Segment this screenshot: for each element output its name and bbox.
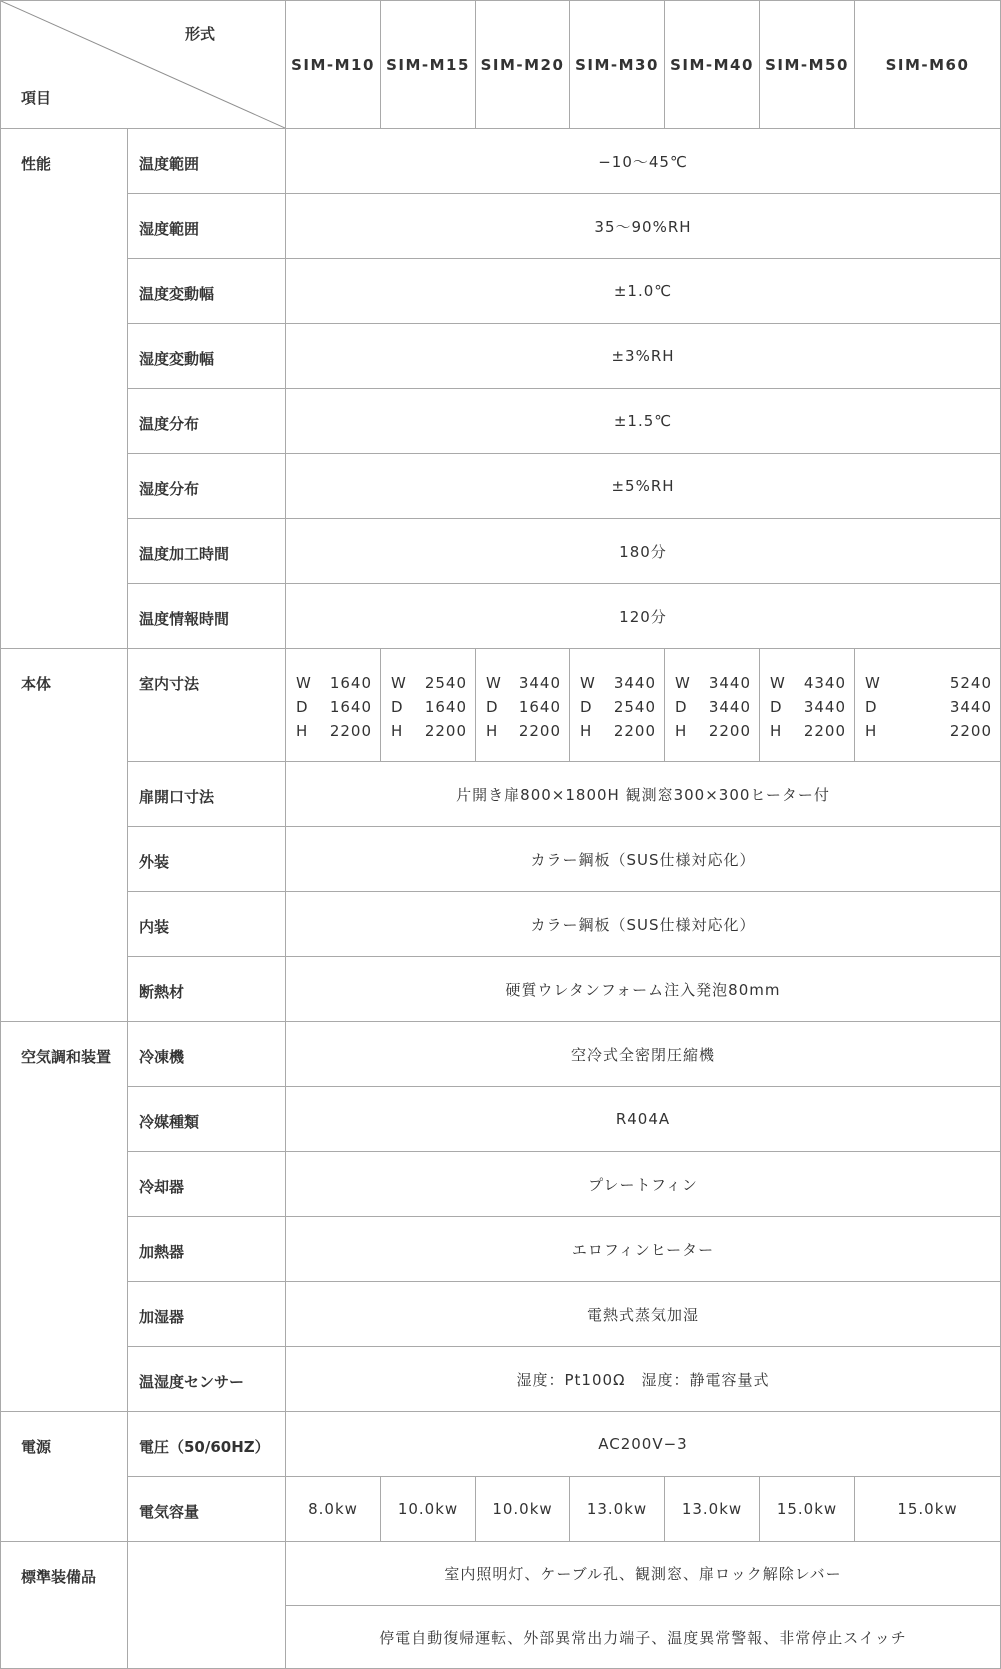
- item-label: 電圧（50/60HZ）: [128, 1412, 286, 1477]
- item-value: 電熱式蒸気加湿: [286, 1282, 1001, 1347]
- model-header: SIM-M50: [760, 1, 855, 129]
- dim-label-d: D: [486, 698, 499, 716]
- item-label: 室内寸法: [128, 649, 286, 762]
- item-label: 内装: [128, 892, 286, 957]
- dim-label-d: D: [865, 698, 878, 716]
- dim-label-h: H: [391, 722, 404, 740]
- spec-row: [1, 1022, 1001, 1087]
- item-label: 湿度範囲: [128, 194, 286, 259]
- model-header-label: 形式: [185, 25, 216, 43]
- model-header: SIM-M10: [286, 1, 381, 129]
- item-label: 温湿度センサー: [128, 1347, 286, 1412]
- dim-label-h: H: [675, 722, 688, 740]
- dim-value: 3440: [708, 698, 751, 716]
- header-corner-cell: [1, 1, 286, 129]
- item-value: −10〜45℃: [286, 129, 1001, 194]
- item-value: 片開き扉800×1800H 観測窓300×300ヒーター付: [286, 762, 1001, 827]
- dim-label-h: H: [580, 722, 593, 740]
- item-label: 電気容量: [128, 1477, 286, 1542]
- diagonal-line: [1, 1, 285, 128]
- item-label: 温度分布: [128, 389, 286, 454]
- dim-value: 1640: [329, 674, 372, 692]
- item-label-empty: [128, 1542, 286, 1669]
- item-label: 断熱材: [128, 957, 286, 1022]
- item-value: 180分: [286, 519, 1001, 584]
- dimension-cell: [855, 649, 1001, 762]
- dim-value: 2200: [424, 722, 467, 740]
- spec-row: [1, 194, 1001, 259]
- item-label: 冷却器: [128, 1152, 286, 1217]
- spec-row: [1, 892, 1001, 957]
- dim-value: 2200: [613, 722, 656, 740]
- dim-value: 2200: [518, 722, 561, 740]
- item-label: 冷媒種類: [128, 1087, 286, 1152]
- dim-value: 3440: [613, 674, 656, 692]
- dimension-line: [770, 719, 846, 743]
- dimension-line: [486, 719, 561, 743]
- capacity-value: 10.0kw: [381, 1477, 476, 1542]
- dim-value: 2200: [949, 722, 992, 740]
- dim-value: 3440: [518, 674, 561, 692]
- dimension-line: [296, 695, 372, 719]
- dim-label-w: W: [865, 674, 881, 692]
- item-label: 温度加工時間: [128, 519, 286, 584]
- dim-label-d: D: [770, 698, 783, 716]
- item-value: ±5%RH: [286, 454, 1001, 519]
- dimension-line: [296, 719, 372, 743]
- model-header: SIM-M60: [855, 1, 1001, 129]
- capacity-value: 13.0kw: [570, 1477, 665, 1542]
- item-label: 湿度分布: [128, 454, 286, 519]
- dim-label-h: H: [296, 722, 309, 740]
- spec-row: [1, 762, 1001, 827]
- dimension-line: [580, 671, 656, 695]
- dimension-line: [391, 671, 467, 695]
- spec-row: [1, 1217, 1001, 1282]
- dim-label-w: W: [770, 674, 786, 692]
- spec-row: [1, 1542, 1001, 1606]
- capacity-value: 15.0kw: [760, 1477, 855, 1542]
- dimension-line: [675, 719, 751, 743]
- item-value: 硬質ウレタンフォーム注入発泡80mm: [286, 957, 1001, 1022]
- dimension-cell: [570, 649, 665, 762]
- dim-value: 2200: [803, 722, 846, 740]
- category-standard-equipment: 標準装備品: [1, 1542, 128, 1669]
- item-label: 温度変動幅: [128, 259, 286, 324]
- dimension-cell: [760, 649, 855, 762]
- dimension-line: [580, 695, 656, 719]
- dim-value: 1640: [518, 698, 561, 716]
- dimension-line: [486, 695, 561, 719]
- spec-row: [1, 1477, 1001, 1542]
- spec-row: [1, 519, 1001, 584]
- model-header: SIM-M20: [476, 1, 570, 129]
- item-label: 湿度変動幅: [128, 324, 286, 389]
- item-label: 加湿器: [128, 1282, 286, 1347]
- capacity-value: 8.0kw: [286, 1477, 381, 1542]
- spec-row: [1, 389, 1001, 454]
- dim-value: 3440: [708, 674, 751, 692]
- capacity-value: 10.0kw: [476, 1477, 570, 1542]
- dimension-line: [391, 719, 467, 743]
- spec-row: [1, 1347, 1001, 1412]
- dim-value: 5240: [949, 674, 992, 692]
- dim-label-d: D: [675, 698, 688, 716]
- dim-value: 3440: [949, 698, 992, 716]
- item-header-label: 項目: [21, 89, 52, 107]
- spec-row: [1, 129, 1001, 194]
- dimension-line: [770, 671, 846, 695]
- dimension-line: [770, 695, 846, 719]
- dim-label-d: D: [296, 698, 309, 716]
- dimension-line: [296, 671, 372, 695]
- item-value: カラー鋼板（SUS仕様対応化）: [286, 827, 1001, 892]
- item-value: R404A: [286, 1087, 1001, 1152]
- dim-label-d: D: [580, 698, 593, 716]
- spec-row: [1, 1152, 1001, 1217]
- spec-row: [1, 1412, 1001, 1477]
- item-value: 120分: [286, 584, 1001, 649]
- spec-row: [1, 584, 1001, 649]
- category-power: 電源: [1, 1412, 128, 1542]
- dimension-line: [391, 695, 467, 719]
- item-value: 35〜90%RH: [286, 194, 1001, 259]
- model-header: SIM-M30: [570, 1, 665, 129]
- item-value: カラー鋼板（SUS仕様対応化）: [286, 892, 1001, 957]
- item-label: 温度範囲: [128, 129, 286, 194]
- item-value: ±1.5℃: [286, 389, 1001, 454]
- item-label: 加熱器: [128, 1217, 286, 1282]
- dim-label-h: H: [770, 722, 783, 740]
- item-label: 扉開口寸法: [128, 762, 286, 827]
- dimension-line: [865, 695, 992, 719]
- dimension-cell: [665, 649, 760, 762]
- item-value: 停電自動復帰運転、外部異常出力端子、温度異常警報、非常停止スイッチ: [286, 1606, 1001, 1669]
- dimension-cell: [286, 649, 381, 762]
- spec-row: [1, 649, 1001, 762]
- dim-label-h: H: [486, 722, 499, 740]
- spec-row: [1, 259, 1001, 324]
- item-value: ±3%RH: [286, 324, 1001, 389]
- dim-value: 3440: [803, 698, 846, 716]
- category-air-conditioning: 空気調和装置: [1, 1022, 128, 1412]
- spec-row: [1, 324, 1001, 389]
- dim-label-w: W: [296, 674, 312, 692]
- dimension-line: [580, 719, 656, 743]
- item-value: エロフィンヒーター: [286, 1217, 1001, 1282]
- category-body: 本体: [1, 649, 128, 1022]
- dimension-line: [675, 695, 751, 719]
- model-header: SIM-M40: [665, 1, 760, 129]
- spec-row: [1, 454, 1001, 519]
- dim-label-w: W: [580, 674, 596, 692]
- dimension-line: [865, 719, 992, 743]
- dim-label-w: W: [391, 674, 407, 692]
- item-label: 冷凍機: [128, 1022, 286, 1087]
- item-label: 外装: [128, 827, 286, 892]
- dimension-line: [675, 671, 751, 695]
- category-performance: 性能: [1, 129, 128, 649]
- dimension-line: [865, 671, 992, 695]
- item-value: AC200V−3: [286, 1412, 1001, 1477]
- dim-value: 4340: [803, 674, 846, 692]
- spec-row: [1, 827, 1001, 892]
- item-value: 室内照明灯、ケーブル孔、観測窓、扉ロック解除レバー: [286, 1542, 1001, 1606]
- header-row: [1, 1, 1001, 129]
- dim-label-w: W: [675, 674, 691, 692]
- item-value: プレートフィン: [286, 1152, 1001, 1217]
- dimension-line: [486, 671, 561, 695]
- model-header: SIM-M15: [381, 1, 476, 129]
- dim-label-h: H: [865, 722, 878, 740]
- dim-value: 1640: [424, 698, 467, 716]
- dim-value: 2540: [613, 698, 656, 716]
- dim-value: 2200: [329, 722, 372, 740]
- spec-row: [1, 957, 1001, 1022]
- item-label: 温度情報時間: [128, 584, 286, 649]
- dimension-cell: [476, 649, 570, 762]
- spec-row: [1, 1282, 1001, 1347]
- dimension-cell: [381, 649, 476, 762]
- dim-value: 1640: [329, 698, 372, 716]
- dim-label-w: W: [486, 674, 502, 692]
- item-value: 空冷式全密閉圧縮機: [286, 1022, 1001, 1087]
- capacity-value: 13.0kw: [665, 1477, 760, 1542]
- spec-row: [1, 1087, 1001, 1152]
- dim-label-d: D: [391, 698, 404, 716]
- item-value: ±1.0℃: [286, 259, 1001, 324]
- dim-value: 2200: [708, 722, 751, 740]
- dim-value: 2540: [424, 674, 467, 692]
- item-value: 湿度：Pt100Ω 湿度：静電容量式: [286, 1347, 1001, 1412]
- capacity-value: 15.0kw: [855, 1477, 1001, 1542]
